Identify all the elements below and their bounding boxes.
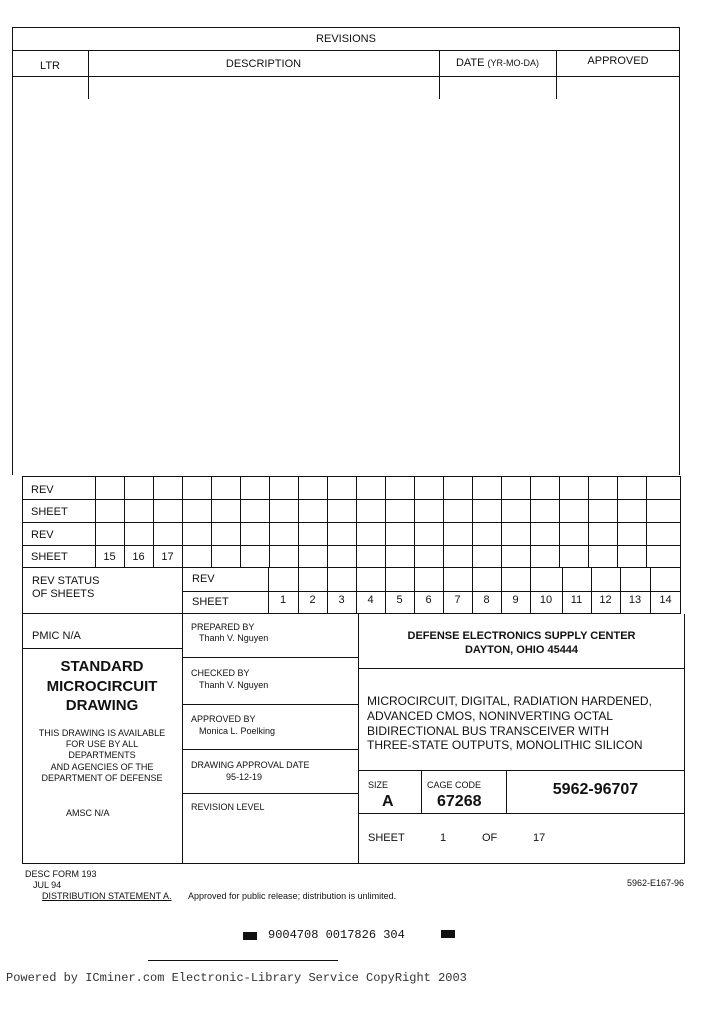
availability-text: DEPARTMENTS: [68, 750, 136, 760]
availability-text: DEPARTMENT OF DEFENSE: [41, 773, 163, 783]
grid-line: [240, 476, 241, 568]
revision-level-label: REVISION LEVEL: [191, 802, 265, 812]
barcode-mark-left: [243, 932, 257, 940]
prepared-label: PREPARED BY: [191, 622, 255, 632]
revisions-block: [12, 27, 680, 475]
pmic-label: PMIC N/A: [32, 630, 81, 642]
grid-line: [617, 476, 618, 568]
ltr-header: LTR: [40, 60, 60, 72]
status-sheet-number: 1: [279, 594, 287, 606]
grid-line: [620, 568, 621, 614]
status-sheet-label: SHEET: [192, 596, 229, 608]
status-sheet-number: 4: [367, 594, 374, 606]
sheet-value: 1: [440, 832, 447, 844]
grid-line: [385, 476, 386, 568]
description-header: DESCRIPTION: [225, 58, 302, 70]
distribution-text: Approved for public release; distribution is unlimited.: [188, 891, 397, 901]
grid-line: [211, 476, 212, 568]
approval-date: 95-12-19: [226, 772, 263, 782]
sheet-number: 15: [103, 551, 116, 563]
device-description: BIDIRECTIONAL BUS TRANSCEIVER WITH: [367, 724, 610, 738]
rev-row-label: REV: [31, 484, 54, 496]
sheet-row-label: SHEET: [31, 551, 68, 563]
form-date: JUL 94: [33, 880, 62, 890]
rev-status-label: OF SHEETS: [32, 588, 95, 600]
barcode-number: 9004708 0017826 304: [268, 928, 405, 942]
grid-line: [298, 476, 299, 568]
status-sheet-number: 2: [309, 594, 316, 606]
grid-line: [182, 476, 183, 568]
rev-status-label: REV STATUS: [32, 575, 100, 587]
status-sheet-number: 5: [396, 594, 403, 606]
status-sheet-number: 13: [628, 594, 642, 606]
status-sheet-number: 9: [512, 594, 519, 606]
status-rev-label: REV: [192, 573, 215, 585]
status-sheet-number: 8: [483, 594, 490, 606]
document-code: 5962-E167-96: [627, 878, 685, 888]
approved-header: APPROVED: [587, 55, 649, 67]
barcode-mark-right: [441, 930, 455, 938]
amsc-label: AMSC N/A: [66, 808, 110, 818]
approved-name: Monica L. Poelking: [199, 726, 276, 736]
rev-row-label: REV: [31, 529, 54, 541]
sheet-row-label: SHEET: [31, 506, 68, 518]
availability-text: FOR USE BY ALL: [65, 739, 139, 749]
grid-line: [646, 476, 647, 568]
agency-name: DEFENSE ELECTRONICS SUPPLY CENTER: [407, 630, 636, 642]
grid-line: [530, 568, 531, 614]
sheet-total: 17: [533, 832, 546, 844]
availability-text: AND AGENCIES OF THE: [50, 762, 154, 772]
status-sheet-number: 7: [454, 594, 461, 606]
device-description: ADVANCED CMOS, NONINVERTING OCTAL: [367, 709, 614, 723]
device-description: THREE-STATE OUTPUTS, MONOLITHIC SILICON: [367, 738, 643, 752]
grid-line: [414, 568, 415, 614]
grid-line: [356, 568, 357, 614]
status-sheet-number: 12: [599, 594, 612, 606]
cage-label: CAGE CODE: [427, 780, 482, 790]
drawing-title: DRAWING: [65, 697, 139, 714]
grid-line: [530, 476, 531, 568]
drawing-title: STANDARD: [60, 658, 144, 675]
prepared-name: Thanh V. Nguyen: [199, 633, 269, 643]
of-label: OF: [482, 832, 498, 844]
grid-line: [559, 476, 560, 568]
availability-text: THIS DRAWING IS AVAILABLE: [38, 728, 166, 738]
grid-line: [298, 568, 299, 614]
grid-line: [472, 568, 473, 614]
checked-name: Thanh V. Nguyen: [199, 680, 269, 690]
status-sheet-number: 3: [338, 594, 345, 606]
status-sheet-number: 10: [539, 594, 553, 606]
sheet-number: 17: [161, 551, 174, 563]
grid-line: [562, 568, 563, 614]
form-number: DESC FORM 193: [25, 869, 97, 879]
grid-line: [414, 476, 415, 568]
sheet-number: 16: [132, 551, 145, 563]
approved-label: APPROVED BY: [191, 714, 256, 724]
grid-line: [588, 476, 589, 568]
grid-line: [501, 568, 502, 614]
grid-line: [591, 568, 592, 614]
date-header: DATE (YR-MO-DA): [455, 57, 540, 69]
revisions-title: REVISIONS: [316, 33, 376, 45]
status-sheet-number: 14: [659, 594, 672, 606]
device-description: MICROCIRCUIT, DIGITAL, RADIATION HARDENED,: [367, 694, 652, 708]
agency-address: DAYTON, OHIO 45444: [464, 644, 579, 656]
grid-line: [356, 476, 357, 568]
status-sheet-number: 6: [425, 594, 432, 606]
checked-label: CHECKED BY: [191, 668, 250, 678]
distribution-label: DISTRIBUTION STATEMENT A.: [42, 891, 172, 901]
grid-line: [327, 568, 328, 614]
size-value: A: [382, 793, 394, 810]
grid-line: [443, 476, 444, 568]
grid-line: [472, 476, 473, 568]
size-label: SIZE: [368, 780, 389, 790]
grid-line: [385, 568, 386, 614]
drawing-number: 5962-96707: [552, 781, 639, 798]
grid-line: [501, 476, 502, 568]
drawing-title: MICROCIRCUIT: [46, 678, 158, 695]
grid-line: [650, 568, 651, 614]
cage-code: 67268: [437, 793, 482, 810]
sheet-label: SHEET: [368, 832, 405, 844]
grid-line: [443, 568, 444, 614]
approval-date-label: DRAWING APPROVAL DATE: [191, 760, 310, 770]
status-sheet-number: 11: [570, 594, 583, 606]
powered-by-text: Powered by ICminer.com Electronic-Library Service CopyRight 2003: [6, 971, 467, 985]
grid-line: [269, 476, 270, 568]
grid-line: [327, 476, 328, 568]
